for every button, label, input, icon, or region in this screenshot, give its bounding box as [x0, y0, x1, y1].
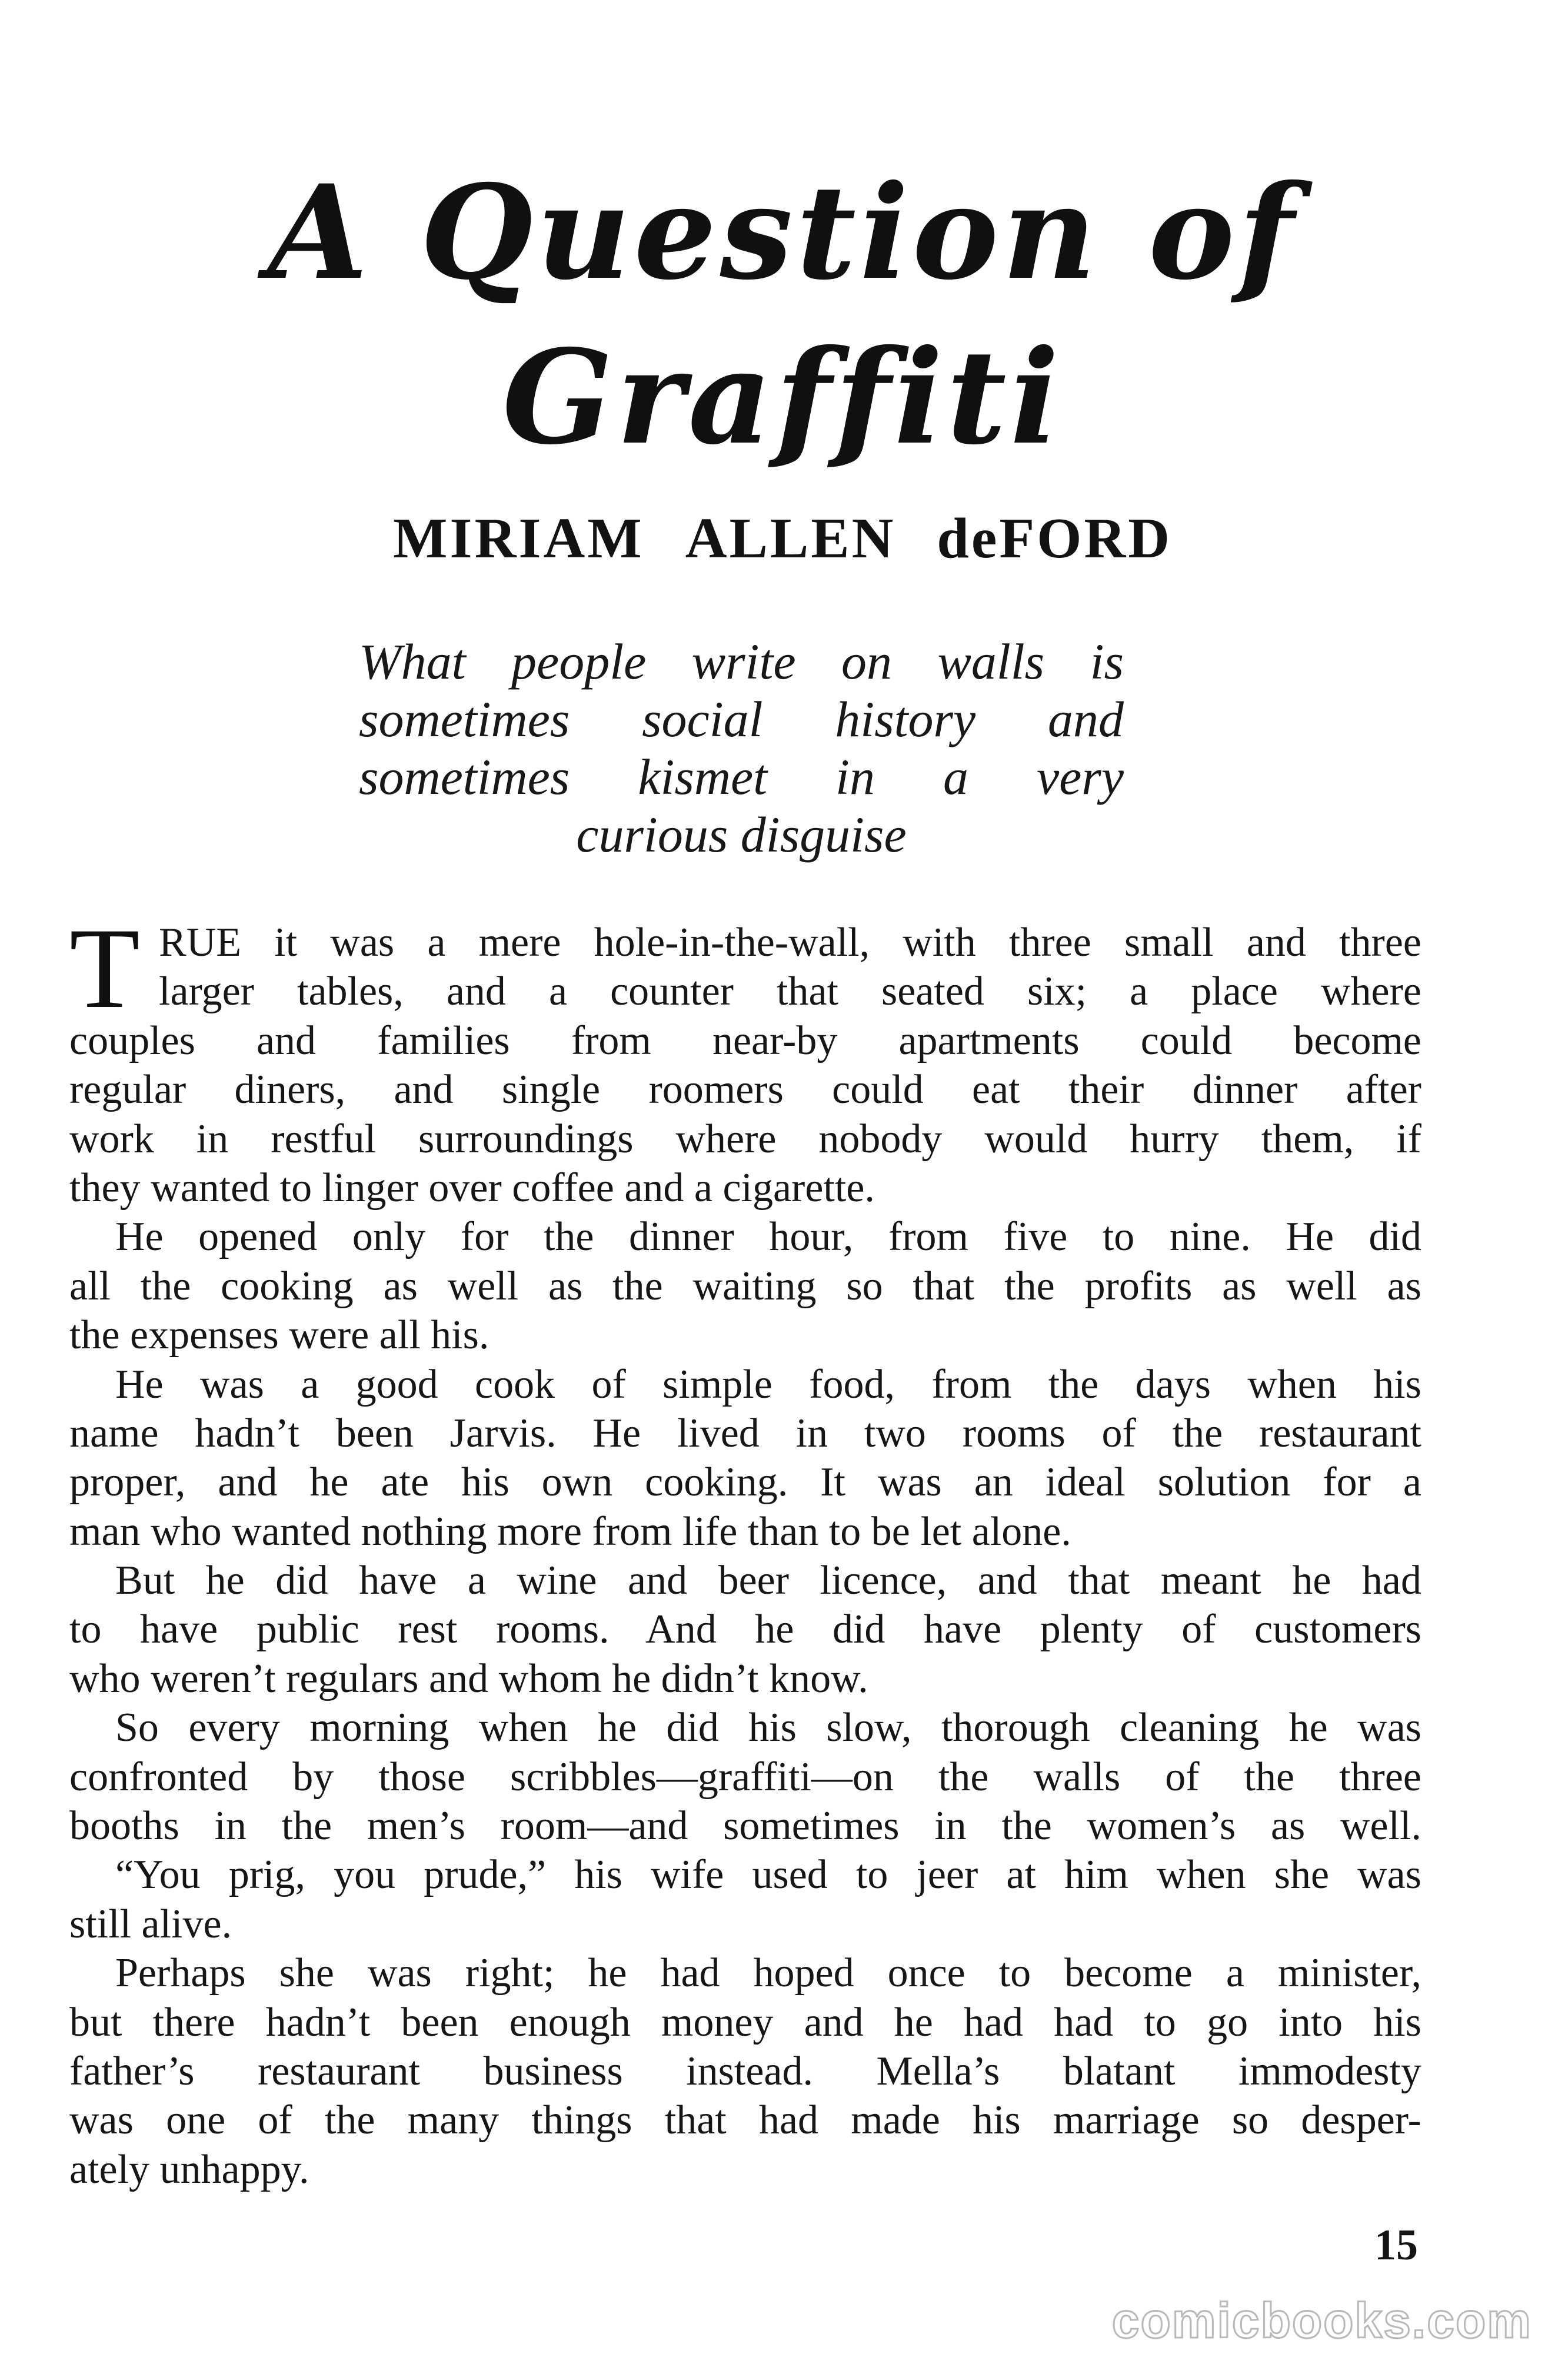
author-byline [0, 503, 1565, 574]
body-line: He opened only for the dinner hour, from five to nine. He did [115, 1214, 1421, 1260]
author-middle-name: ALLEN [685, 507, 896, 570]
body-line: But he did have a wine and beer licence, and that meant he had [115, 1558, 1421, 1604]
blurb-line: sometimes kismet in a very [359, 749, 1124, 805]
author-given-name: MIRIAM [392, 507, 644, 570]
body-line: So every morning when he did his slow, thorough cleaning he was [115, 1705, 1421, 1751]
body-line: work in restful surroundings where nobody would hurry them, if [69, 1116, 1421, 1162]
page-number: 15 [1374, 2221, 1418, 2269]
body-line: man who wanted nothing more from life than to be let alone. [69, 1508, 1071, 1554]
body-line: couples and families from near-by apartments could become [69, 1018, 1421, 1063]
story-blurb [359, 633, 1124, 863]
blurb-line: What people write on walls is [359, 633, 1124, 690]
body-line: ately unhappy. [69, 2146, 309, 2192]
body-line: He was a good cook of simple food, from the days when his [115, 1361, 1421, 1407]
body-line: they wanted to linger over coffee and a cigarette. [69, 1165, 875, 1211]
body-line: name hadn’t been Jarvis. He lived in two rooms of the restaurant [69, 1410, 1421, 1456]
body-line: Perhaps she was right; he had hoped once to become a minister, [115, 1950, 1421, 1996]
body-line: confronted by those scribbles—graffiti—on the walls of the three [69, 1754, 1421, 1800]
body-line: regular diners, and single roomers could eat their dinner after [69, 1067, 1421, 1113]
body-line: proper, and he ate his own cooking. It was an ideal solution for a [69, 1460, 1421, 1505]
story-title-line-1: A Question of [267, 156, 1298, 308]
author-family-name: deFORD [937, 507, 1173, 570]
watermark-logo: comicbooks.com [1111, 2293, 1532, 2348]
blurb-line: curious disguise [576, 806, 907, 863]
body-line: to have public rest rooms. And he did have plenty of customers [69, 1607, 1421, 1653]
body-line: the expenses were all his. [69, 1312, 490, 1358]
body-line: still alive. [69, 1901, 232, 1947]
drop-cap: T [69, 905, 140, 1032]
story-title-line-2: Graffiti [502, 321, 1063, 473]
body-line: but there hadn’t been enough money and he had had to go into his [69, 1999, 1421, 2045]
body-line: was one of the many things that had made his marriage so desper- [69, 2098, 1421, 2143]
body-line: all the cooking as well as the waiting so that the profits as well as [69, 1263, 1421, 1309]
blurb-line: sometimes social history and [359, 691, 1124, 747]
body-line: who weren’t regulars and whom he didn’t know. [69, 1656, 868, 1701]
body-line: “You prig, you prude,” his wife used to jeer at him when she was [115, 1852, 1421, 1898]
story-body [69, 905, 1421, 2194]
body-line: booths in the men’s room—and sometimes in the women’s as well. [69, 1803, 1421, 1849]
body-line: RUE it was a mere hole-in-the-wall, with three small and three [159, 920, 1421, 965]
body-line: larger tables, and a counter that seated six; a place where [159, 969, 1421, 1015]
body-line: father’s restaurant business instead. Mella’s blatant immodesty [69, 2048, 1421, 2094]
